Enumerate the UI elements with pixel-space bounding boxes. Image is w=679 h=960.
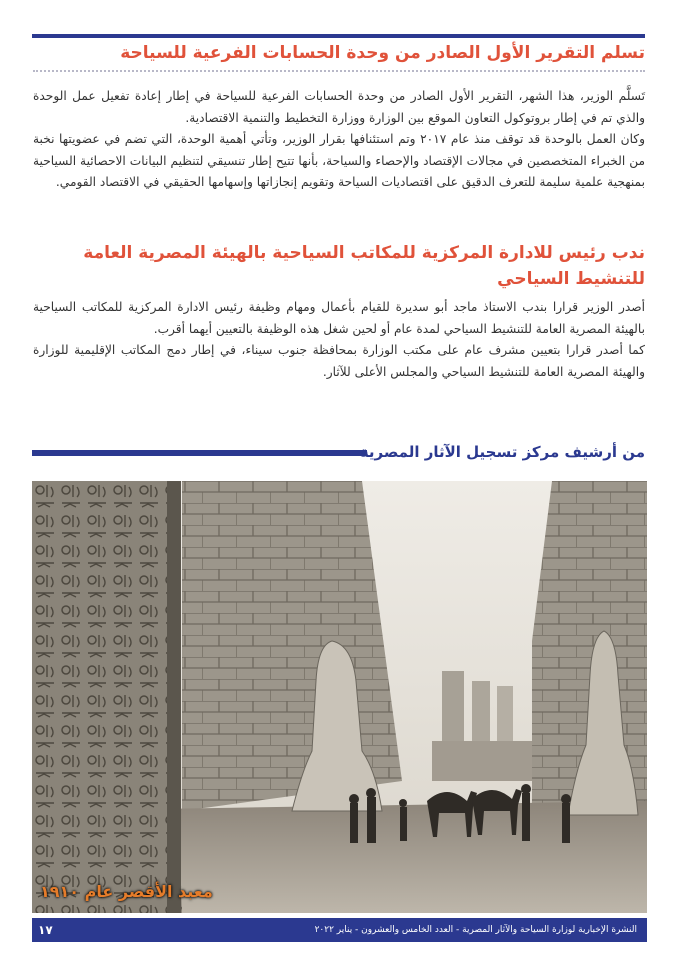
section1-headline: تسلم التقرير الأول الصادر من وحدة الحسابات الفرعية للسياحة (33, 40, 645, 72)
section1-paragraph-2: وكان العمل بالوحدة قد توقف منذ عام ٢٠١٧ وتم استئنافها بقرار الوزير، وتأتي أهمية الوحدة، التي تضم في عضويتها نخبة من الخبراء المتخصصين في مجالات الإقتصاد والإحصاء والسياحة، بأنها تتيح إطار تنسيقي لتنظيم البيانات الاحصائية السياحية بمنهجية علمية سليمة للتعرف الدقيق على اقتصاديات السياحة وتقويم إنجازاتها وإسهامها الحقيقي في الاقتصاد القومي. (33, 132, 645, 189)
section2-paragraph-1: أصدر الوزير قرارا بندب الاستاذ ماجد أبو سديرة للقيام بأعمال ومهام وظيفة رئيس الادارة المركزية للمكاتب السياحية بالهيئة المصرية العامة للتنشيط السياحي لمدة عام أو لحين شغل هذه الوظيفة بالتعيين أيهما أقرب. (33, 300, 645, 336)
section1-paragraph-1: تَسلَّم الوزير، هذا الشهر، التقرير الأول الصادر من وحدة الحسابات الفرعية للسياحة في إطار إعادة تفعيل عمل الوحدة والذي تم في إطار بروتوكول التعاون الموقع بين الوزارة ووزارة التخطيط والتنمية الاقتصادية. (33, 89, 645, 125)
footer-text: النشرة الإخبارية لوزارة السياحة والآثار المصرية - العدد الخامس والعشرون - يناير ٢٠٢٢ (314, 925, 637, 935)
archive-photo (32, 481, 647, 913)
section2-body (33, 297, 645, 383)
luxor-temple-photo (32, 481, 647, 913)
photo-caption: معبد الأقصر عام ١٩١٠ (40, 882, 213, 901)
archive-header (32, 440, 645, 466)
section2-paragraph-2: كما أصدر قرارا بتعيين مشرف عام على مكتب الوزارة بمحافظة جنوب سيناء، في إطار دمج المكاتب الإقليمية للوزارة والهيئة المصرية العامة للتنشيط السياحي والمجلس الأعلى للآثار. (33, 343, 645, 379)
top-rule (32, 34, 645, 38)
section2-headline: ندب رئيس للادارة المركزية للمكاتب السياحية بالهيئة المصرية العامة للتنشيط السياحي (83, 243, 645, 289)
page-number: ١٧ (38, 923, 53, 937)
footer-bar (32, 918, 647, 942)
archive-title: من أرشيف مركز تسجيل الآثار المصرية (359, 443, 645, 461)
archive-rule (32, 450, 367, 456)
section1-body (33, 86, 645, 194)
